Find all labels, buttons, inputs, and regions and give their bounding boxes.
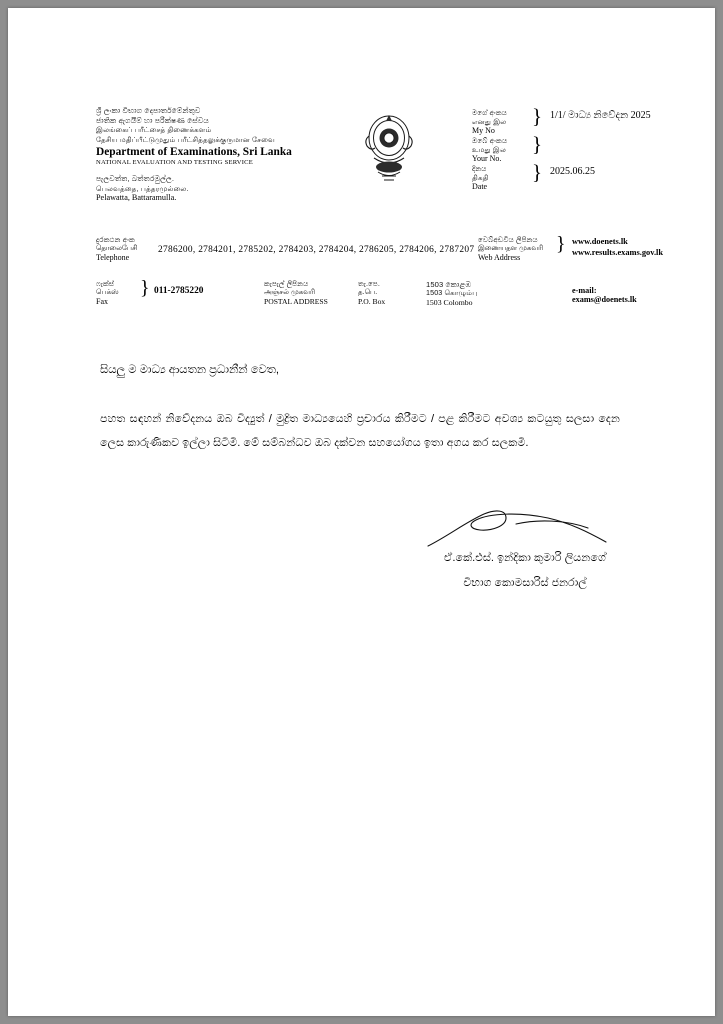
fax-labels <box>96 280 144 307</box>
web-address-primary[interactable]: www.doenets.lk <box>572 237 628 246</box>
address-tamil: பெலவத்தை, பத்தரமுல்லை. <box>96 183 189 193</box>
org-subtitle-sinhala: ජාතික ඇගයීම් හා පරීක්ෂණ සේවය <box>96 115 209 125</box>
org-name-tamil: இலங்கைப் பரீட்சைத் திணைக்களம் <box>96 125 212 135</box>
postal-label-sinhala: කැපැල් ලිපිනය <box>264 279 309 288</box>
your-no-label-tamil: உமது இல <box>472 145 507 154</box>
telephone-label-english: Telephone <box>96 253 130 263</box>
fax-label-tamil: பெக்ஸ் <box>96 288 119 296</box>
address-sinhala: පැලවත්ත, බත්තරමුල්ල. <box>96 173 175 183</box>
date-brace: } <box>532 160 543 184</box>
pobox-label-sinhala: තැ.පෙ. <box>358 279 380 288</box>
date-label-sinhala: දිනය <box>472 164 487 173</box>
org-name-sinhala: ශ්‍රී ලංකා විභාග දෙපාර්තමේන්තුව <box>96 106 201 115</box>
handwritten-signature-icon <box>420 506 630 550</box>
government-crest-icon <box>358 108 420 186</box>
fax-brace: } <box>140 277 150 299</box>
telephone-label-sinhala: දුරකථන අංක <box>96 235 135 244</box>
email-value[interactable]: exams@doenets.lk <box>572 295 637 304</box>
reference-row-my-no <box>472 104 652 136</box>
my-no-label-tamil: எனது இல <box>472 117 507 126</box>
pobox-value-english: 1503 Colombo <box>426 298 473 308</box>
fax-label-english: Fax <box>96 297 108 307</box>
org-subtitle-tamil: தேசிய மதிப்பீட்டுமுதும் பரீட்சித்தலுக்குருமான சேவை <box>96 134 276 144</box>
postal-label-english: POSTAL ADDRESS <box>264 297 328 307</box>
pobox-values <box>426 280 478 308</box>
document-page <box>8 8 715 1016</box>
postal-label-tamil: அஞ்சல் முகவரி <box>264 288 316 296</box>
date-label-tamil: திகதி <box>472 173 489 182</box>
signer-name: ඒ.කේ.එස්. ඉන්දිකා කුමාරි ලියනගේ <box>444 552 606 564</box>
date-labels <box>472 164 530 192</box>
email-label: e-mail: <box>572 286 597 295</box>
telephone-label-tamil: தொலைபேசி <box>96 244 138 252</box>
pobox-value-tamil: 1503 கொழும்பு <box>426 288 478 298</box>
reference-row-your-no <box>472 132 652 164</box>
your-no-labels <box>472 136 530 164</box>
date-label-english: Date <box>472 182 488 191</box>
my-no-labels <box>472 108 530 136</box>
my-no-value: 1/1/ මාධ්‍ය නිවේදන 2025 <box>550 110 651 121</box>
your-no-brace: } <box>532 132 543 156</box>
my-no-label-sinhala: මගේ අංකය <box>472 108 508 117</box>
letterhead-organization-block <box>96 106 326 204</box>
email-line <box>572 286 656 304</box>
body-paragraph: පහත සඳහන් නිවේදනය ඔබ විද්‍යුත් / මුද්‍රිත මාධ්‍යයෙහි ප්‍රචාරය කිරීමට / පළ කිරීමට අවශ්‍ය කටයුතු සලසා දෙන ලෙස කාරුණිකව ඉල්ලා සිටිමි. මේ සම්බන්ධව ඔබ දක්වන සහයෝගය ඉතා අගය කර සලකමි. <box>100 413 620 449</box>
postal-address-labels <box>264 280 354 306</box>
web-brace: } <box>556 233 566 255</box>
address-english: Pelawatta, Battaramulla. <box>96 193 177 203</box>
web-address-labels <box>478 236 558 263</box>
reference-block <box>472 104 652 192</box>
web-label-english: Web Address <box>478 253 521 263</box>
date-value: 2025.06.25 <box>550 166 595 177</box>
reference-row-date <box>472 160 652 192</box>
your-no-label-sinhala: ඔබේ අංකය <box>472 136 508 145</box>
web-label-tamil: இணையதள முகவரி <box>478 244 544 252</box>
pobox-label-tamil: த.பெ. <box>358 288 378 296</box>
pobox-label-english: P.O. Box <box>358 297 386 307</box>
telephone-numbers: 2786200, 2784201, 2785202, 2784203, 2784204, 2786205, 2784206, 2787207 <box>158 245 475 255</box>
web-address-results[interactable]: www.results.exams.gov.lk <box>572 248 664 258</box>
your-no-label-english: Your No. <box>472 154 502 163</box>
pobox-value-sinhala: 1503 කොළඹ <box>426 280 472 289</box>
telephone-labels <box>96 236 154 263</box>
web-addresses <box>572 236 663 259</box>
signature-block <box>400 506 650 590</box>
letterhead-address <box>96 174 326 204</box>
salutation: සියලු ම මාධ්‍ය ආයතන ප්‍රධානීන් වෙත, <box>100 364 280 376</box>
fax-number: 011-2785220 <box>154 286 204 296</box>
signer-title: විභාග කොමසාරිස් ජනරාල් <box>463 577 587 589</box>
letter-sheet <box>8 8 715 1016</box>
my-no-brace: } <box>532 104 543 128</box>
org-subtitle-english: NATIONAL EVALUATION AND TESTING SERVICE <box>96 159 253 167</box>
crest-svg <box>358 108 420 186</box>
org-name-english: Department of Examinations, Sri Lanka <box>96 145 292 158</box>
my-no-label-english: My No <box>472 126 495 135</box>
web-label-sinhala: වෙබ්අඩවිය ලිපිනය <box>478 235 538 244</box>
fax-label-sinhala: ෆැක්ස් <box>96 279 115 288</box>
